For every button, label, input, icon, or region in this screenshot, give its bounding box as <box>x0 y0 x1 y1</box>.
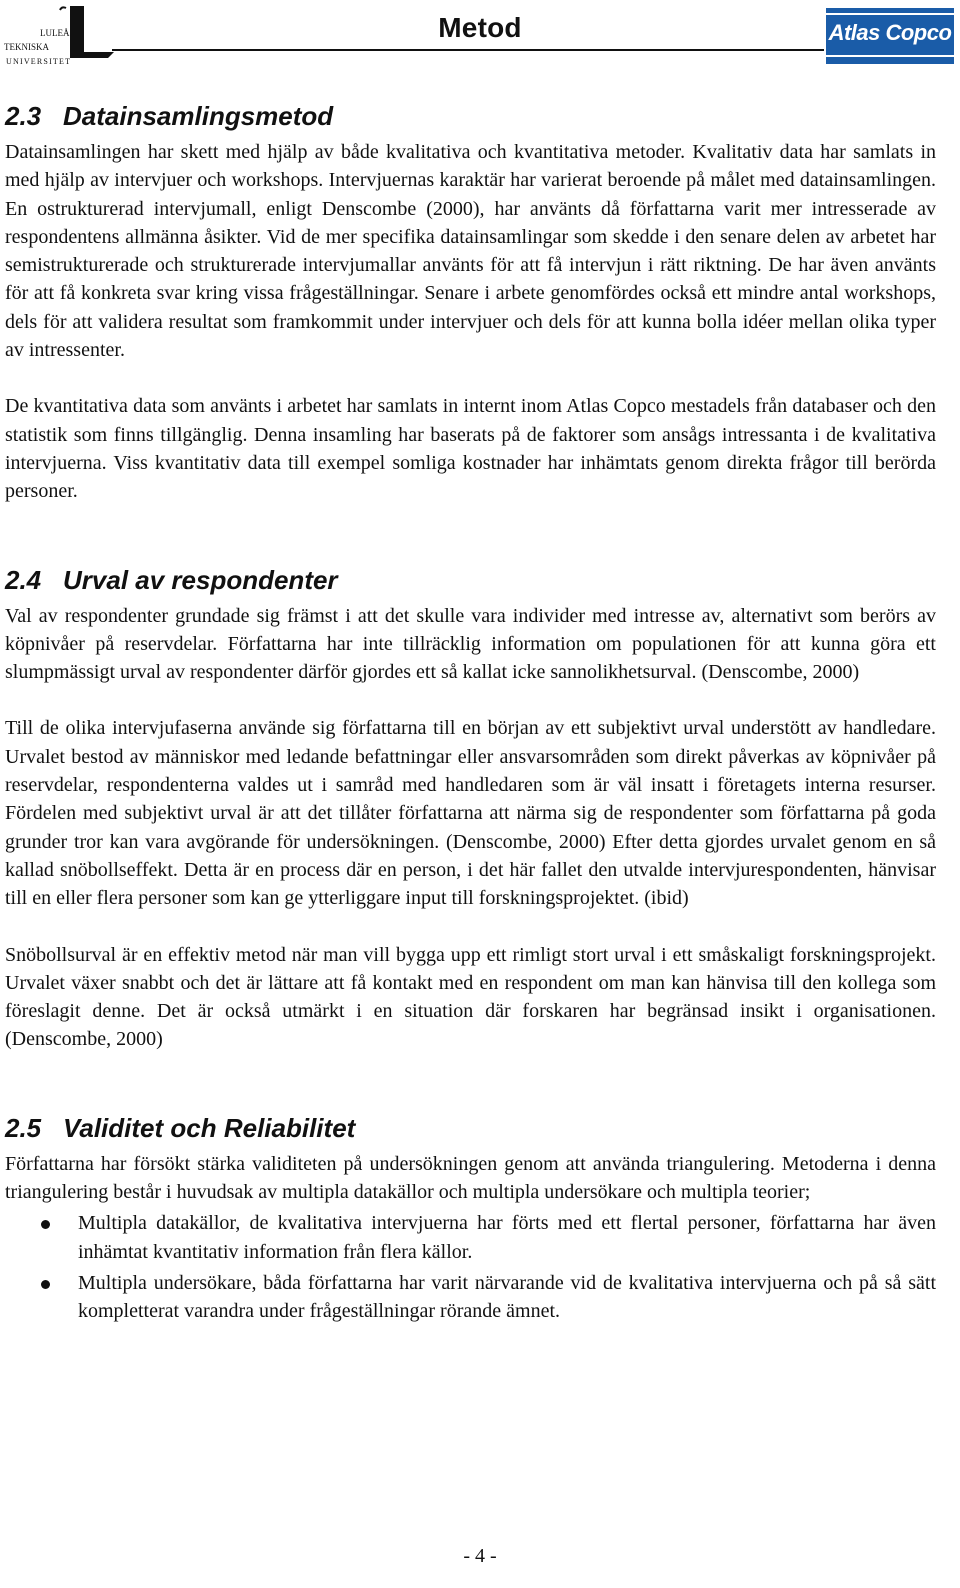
section-number: 2.5 <box>5 1112 42 1143</box>
ltu-logo <box>4 4 120 66</box>
paragraph: Till de olika intervjufaserna använde sig författarna till en början av ett subjektivt urval understött av handledare. Urvalet bestod av människor med ledande befattningar eller ansvarsområden som direkt påverkas av köpnivåer på reservdelar, respondenterna valdes ut i samråd med handledaren som är väl insatt i företagets interna resurser. Fördelen med subjektivt urval är att det tillåter författarna att närma sig de respondenter som författarna på goda grunder tror kan vara avgörande för undersökningen. (Denscombe, 2000) Efter detta gjordes urvalet genom en så kallad snöbollseffekt. Detta är en process där en person, i det här fallet den utvalde intervjurespondenten, hänvisar till en eller flera personer som kan ge ytterliggare input till forskningsprojektet. (ibid) <box>5 717 936 910</box>
section-heading <box>5 100 936 132</box>
list-item <box>5 1269 936 1326</box>
logo-text-lulea: LULEÅ <box>40 28 70 38</box>
section-title: Datainsamlingsmetod <box>63 101 334 131</box>
section-number: 2.3 <box>5 101 42 131</box>
paragraph: Val av respondenter grundade sig främst i att det skulle vara individer med intresse av, alternativt som berörs av köpnivåer på reservdelar. Författarna har inte tillräcklig information om populationen för att kunna göra ett slumpmässigt urval av respondenter därför gjordes ett så kallat icke sannolikhetsurval. (Denscombe, 2000) <box>5 604 936 684</box>
paragraph: Författarna har försökt stärka validiteten på undersökningen genom att använda triangulering. Metoderna i denna triangulering består i huvudsak av multipla datakällor och multipla undersökare och multipla teorier; <box>5 1152 936 1204</box>
section-validitet-och-reliabilitet <box>5 1112 936 1326</box>
header-divider <box>112 49 824 51</box>
section-datainsamlingsmetod <box>5 100 936 506</box>
section-title: Urval av respondenter <box>63 564 338 595</box>
atlas-copco-logo <box>826 8 954 64</box>
bullet-icon <box>41 1220 50 1229</box>
bullet-icon <box>41 1280 50 1289</box>
section-title: Validitet och Reliabilitet <box>63 1112 356 1143</box>
logo-text-tekniska: TEKNISKA <box>4 42 49 52</box>
page-header-title: Metod <box>438 12 522 43</box>
paragraph: Datainsamlingen har skett med hjälp av både kvalitativa och kvantitativa metoder. Kvalitativ data har samlats in med hjälp av intervjuer och workshops. Intervjuernas karaktär har varierat beroende på målet med datainsamlingen. En ostrukturerad intervjumall, enligt Denscombe (2000), har använts då författarna varit mer intresserade av respondentens allmänna åsikter. Vid de mer specifika datainsamlingar som skedde i den senare delen av arbetet har semistrukturerade och strukturerade intervjumallar använts för att få intervjun i rätt riktning. De har även använts för att få konkreta svar kring vissa frågeställningar. Senare i arbete genomfördes också ett mindre antal workshops, dels för att validera resultat som framkommit under intervjuer och dels för att kunna bolla idéer mellan olika typer av intressenter. <box>5 141 936 362</box>
list-item <box>5 1209 936 1266</box>
logo-text-universitet: UNIVERSITET <box>6 57 72 66</box>
page-number: - 4 - <box>463 1545 497 1567</box>
section-heading <box>5 1112 936 1144</box>
section-urval-av-respondenter <box>5 564 936 1054</box>
list-item-text: Multipla undersökare, båda författarna har varit närvarande vid de kvalitativa intervjuerna och på så sätt kompletterat varandra under frågeställningar rörande ämnet. <box>78 1271 936 1323</box>
list-item-text: Multipla datakällor, de kvalitativa intervjuerna har förts med ett flertal personer, författarna har även inhämtat kvantitativ information från flera källor. <box>78 1212 936 1263</box>
atlas-copco-logo-text: Atlas Copco <box>828 20 952 45</box>
paragraph: De kvantitativa data som använts i arbetet har samlats in internt inom Atlas Copco mestadels från databaser och den statistik som finns tillgänglig. Denna insamling har baserats på de faktorer som ansågs intressanta i de kvalitativa intervjuerna. Viss kvantitativ data till exempel somliga kostnader har inhämtats genom direkta frågor till berörda personer. <box>5 395 936 503</box>
section-number: 2.4 <box>5 564 42 595</box>
page-header <box>0 0 960 70</box>
paragraph: Snöbollsurval är en effektiv metod när man vill bygga upp ett rimligt stort urval i ett småskaligt forskningsprojekt. Urvalet växer snabbt och det är lättare att få kontakt med en respondent om man kan hänvisa till den kollega som föreslagit denne. Det är också utmärkt i en situation där forskaren har begränsad insikt i organisationen. (Denscombe, 2000) <box>5 943 936 1051</box>
bullet-list <box>5 1209 936 1325</box>
document-body <box>5 100 936 1326</box>
section-heading <box>5 564 936 596</box>
